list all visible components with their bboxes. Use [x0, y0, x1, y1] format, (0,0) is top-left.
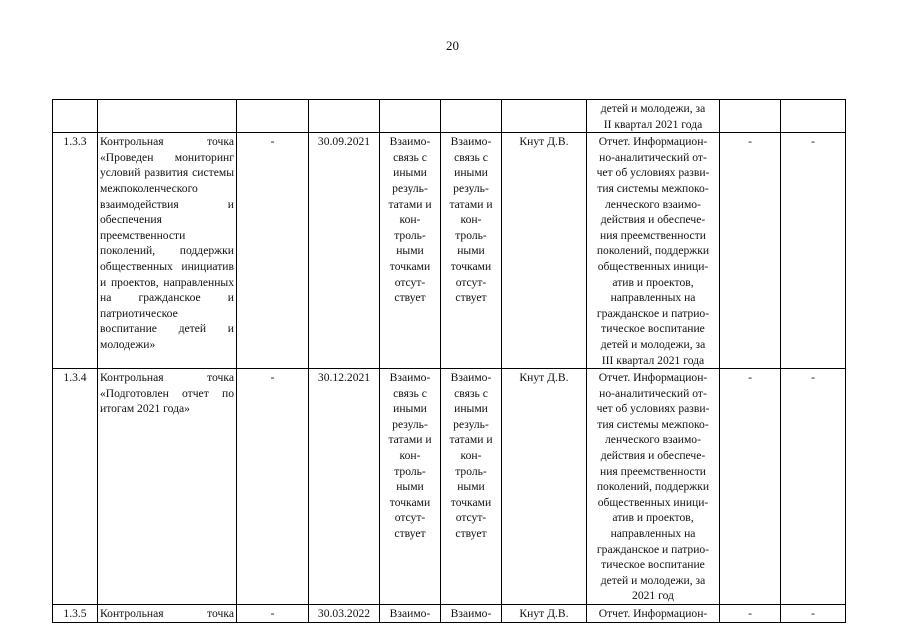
cell-link: Взаимо-: [380, 605, 441, 623]
cell-link: Взаимо- связь с иными резуль- татами и кон- троль- ными точками отсут- ствует: [380, 133, 441, 369]
cell-dash: -: [720, 605, 781, 623]
cell-name: Контрольная точка: [98, 605, 237, 623]
cell-report: детей и молодежи, за II квартал 2021 года: [587, 100, 720, 133]
cell-num: [53, 100, 98, 133]
table-row: [53, 605, 846, 623]
table-row: [53, 133, 846, 369]
cell-name: [98, 100, 237, 133]
cell-link: Взаимо- связь с иными резуль- татами и кон- троль- ными точками отсут- ствует: [380, 369, 441, 605]
cell-date: 30.09.2021: [309, 133, 380, 369]
cell-dash: -: [781, 605, 846, 623]
cell-report: Отчет. Информацион- но-аналитический от- чет об условиях разви- тия системы межпоко- ленческого взаимо- действия и обеспече- ния преемственности поколений, поддержки общественных иници- атив и проектов, направленных на гражданское и патрио- тическое воспитание детей и молодежи, за III квартал 2021 года: [587, 133, 720, 369]
cell-link: [441, 100, 502, 133]
cell-dash: [720, 100, 781, 133]
cell-dash: -: [237, 605, 309, 623]
cell-report: Отчет. Информацион- но-аналитический от- чет об условиях разви- тия системы межпоко- ленческого взаимо- действия и обеспече- ния преемственности поколений, поддержки общественных иници- атив и проектов, направленных на гражданское и патрио- тическое воспитание детей и молодежи, за 2021 год: [587, 369, 720, 605]
cell-report: Отчет. Информацион-: [587, 605, 720, 623]
cell-dash: -: [237, 133, 309, 369]
cell-responsible: Кнут Д.В.: [502, 133, 587, 369]
cell-name: Контрольная точка «Проведен мониторинг условий развития системы межпоколенческого взаимодействия и обеспечения преемственности поколений, поддержки общественных инициатив и проектов, направленных на гражданское и патриотическое воспитание детей и молодежи»: [98, 133, 237, 369]
cell-responsible: [502, 100, 587, 133]
table-row: [53, 100, 846, 133]
cell-dash: [781, 100, 846, 133]
cell-num: 1.3.4: [53, 369, 98, 605]
cell-dash: -: [781, 369, 846, 605]
cell-dash: -: [781, 133, 846, 369]
cell-dash: -: [237, 369, 309, 605]
cell-responsible: Кнут Д.В.: [502, 605, 587, 623]
cell-link: Взаимо- связь с иными резуль- татами и кон- троль- ными точками отсут- ствует: [441, 133, 502, 369]
cell-dash: -: [720, 133, 781, 369]
cell-dash: -: [720, 369, 781, 605]
cell-link: Взаимо-: [441, 605, 502, 623]
cell-num: 1.3.5: [53, 605, 98, 623]
control-points-table: [52, 99, 846, 623]
cell-responsible: Кнут Д.В.: [502, 369, 587, 605]
cell-date: 30.12.2021: [309, 369, 380, 605]
cell-num: 1.3.3: [53, 133, 98, 369]
page-number: 20: [446, 38, 459, 53]
cell-date: 30.03.2022: [309, 605, 380, 623]
cell-dash: [237, 100, 309, 133]
cell-name: Контрольная точка «Подготовлен отчет по итогам 2021 года»: [98, 369, 237, 605]
cell-link: [380, 100, 441, 133]
cell-date: [309, 100, 380, 133]
table-row: [53, 369, 846, 605]
cell-link: Взаимо- связь с иными резуль- татами и кон- троль- ными точками отсут- ствует: [441, 369, 502, 605]
